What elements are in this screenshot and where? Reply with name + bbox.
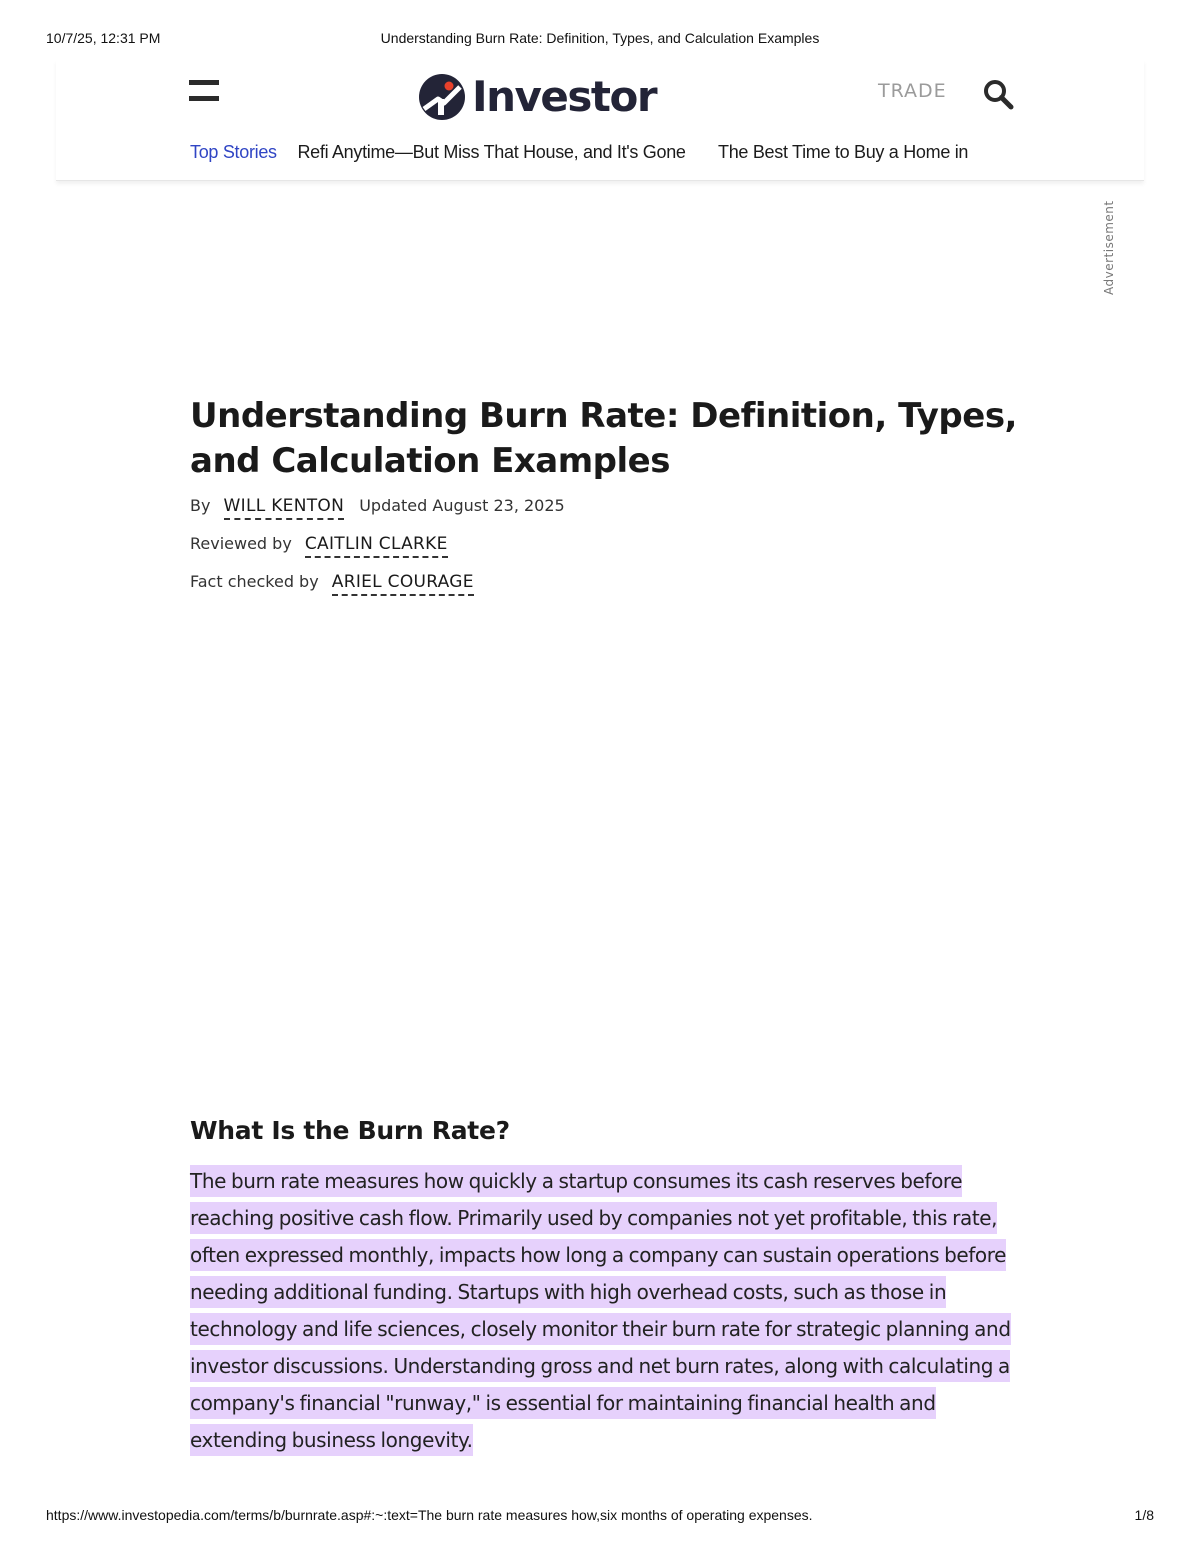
print-url: https://www.investopedia.com/terms/b/burnrate.asp#:~:text=The burn rate measures how,six months of operating expenses. xyxy=(46,1507,813,1523)
top-stories-bar xyxy=(190,142,988,168)
site-logo[interactable] xyxy=(418,72,656,122)
section-paragraph xyxy=(190,1163,1020,1459)
print-footer xyxy=(46,1507,1154,1525)
trade-link[interactable]: TRADE xyxy=(878,80,947,102)
byline-fact-checker xyxy=(190,572,890,600)
reviewed-by-prefix: Reviewed by xyxy=(190,534,292,553)
top-stories-label: Top Stories xyxy=(190,142,277,162)
search-icon[interactable] xyxy=(982,78,1014,110)
print-document-title: Understanding Burn Rate: Definition, Types, and Calculation Examples xyxy=(380,30,820,46)
top-story-link[interactable]: The Best Time to Buy a Home in xyxy=(718,142,969,162)
byline-author xyxy=(190,496,890,524)
logo-text: Investor xyxy=(472,72,657,121)
advertisement-label: Advertisement xyxy=(1102,200,1116,295)
author-link[interactable]: WILL KENTON xyxy=(224,496,345,520)
print-header xyxy=(46,30,1154,48)
investopedia-logo-icon xyxy=(418,73,466,121)
highlighted-text: The burn rate measures how quickly a startup consumes its cash reserves before reaching positive cash flow. Primarily used by companies not yet profitable, this rate, often expressed monthly, impacts how long a company can sustain operations before needing additional funding. Startups with high overhead costs, such as those in technology and life sciences, closely monitor their burn rate for strategic planning and investor discussions. Understanding gross and net burn rates, along with calculating a company's financial "runway," is essential for maintaining financial health and extending business longevity. xyxy=(190,1165,1011,1456)
top-story-link[interactable]: Refi Anytime—But Miss That House, and It's Gone xyxy=(297,142,686,162)
site-header xyxy=(56,60,1144,181)
byline-prefix: By xyxy=(190,496,211,515)
reviewer-link[interactable]: CAITLIN CLARKE xyxy=(305,534,448,558)
fact-checked-by-prefix: Fact checked by xyxy=(190,572,319,591)
article-title: Understanding Burn Rate: Definition, Types, and Calculation Examples xyxy=(190,396,1017,481)
section-heading: What Is the Burn Rate? xyxy=(190,1116,510,1145)
fact-checker-link[interactable]: ARIEL COURAGE xyxy=(332,572,474,596)
hamburger-menu-icon[interactable] xyxy=(189,80,219,102)
print-page-number: 1/8 xyxy=(1134,1507,1154,1523)
print-datetime: 10/7/25, 12:31 PM xyxy=(46,30,161,46)
updated-date: Updated August 23, 2025 xyxy=(359,496,565,515)
byline-reviewer xyxy=(190,534,890,562)
